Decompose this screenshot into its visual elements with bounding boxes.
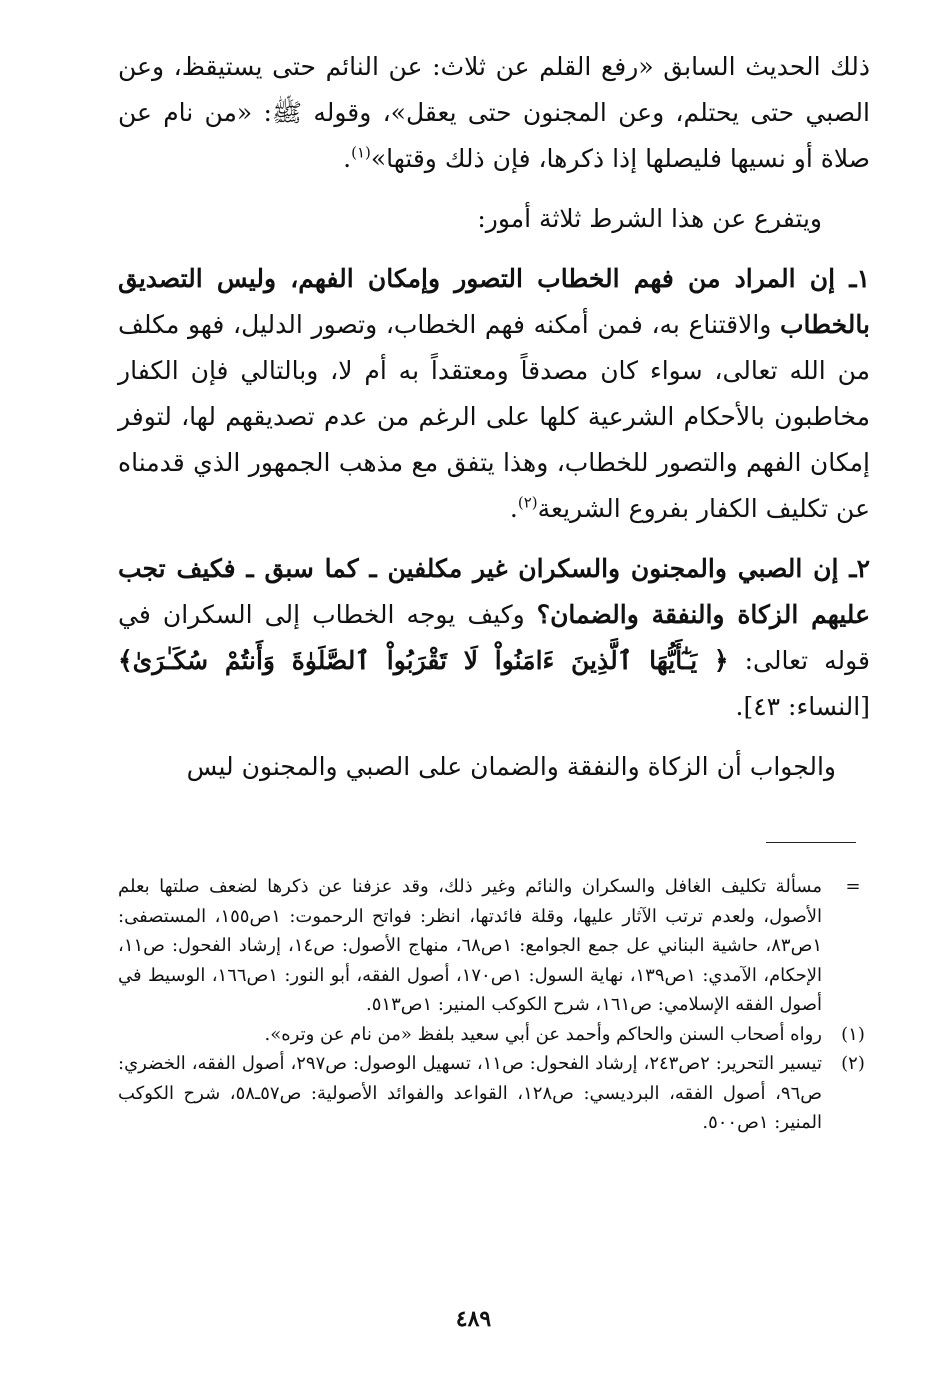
paragraph-1 <box>118 44 870 182</box>
paragraph-4-text: وكيف يوجه الخطاب إلى السكران في قوله تعالى: <box>118 600 871 675</box>
paragraph-3 <box>118 256 870 532</box>
paragraph-2: ويتفرع عن هذا الشرط ثلاثة أمور: <box>477 204 822 233</box>
point-1-heading: ١ـ إن المراد من فهم الخطاب التصور وإمكان الفهم، وليس التصديق بالخطاب <box>118 264 870 339</box>
footnote-divider <box>766 842 856 843</box>
page-number: ٤٨٩ <box>455 1306 492 1332</box>
paragraph-3-end: . <box>509 494 518 523</box>
footnote-text: تيسير التحرير: ٢ص٢٤٣، إرشاد الفحول: ص١١، تسهيل الوصول: ص٢٩٧، أصول الفقه، الخضري: ص٩٦، أصول الفقه، البرديسي: ص١٢٨، القواعد والفوائد الأصولية: ص٥٧ـ٥٨، شرح الكوكب المنير: ١ص٥٠٠. <box>118 1053 823 1133</box>
paragraph-3-text: والاقتناع به، فمن أمكنه فهم الخطاب، وتصور الدليل، فهو مكلف من الله تعالى، سواء كان مصدقاً ومعتقداً به أم لا، وبالتالي فإن الكفار مخاطبون بالأحكام الشرعية كلها على الرغم من عدم تصديقهم لها، لتوفر إمكان الفهم والتصور للخطاب، وهذا يتفق مع مذهب الجمهور الذي قدمناه عن تكليف الكفار بفروع الشريعة <box>118 310 870 523</box>
footnote-2 <box>118 1049 878 1138</box>
footnote-text: مسألة تكليف الغافل والسكران والنائم وغير ذلك، وقد عزفنا عن ذكرها لضعف صلتها بعلم الأصول، ولعدم ترتب الآثار عليها، وقلة فائدتها، انظر: فواتح الرحموت: ١ص١٥٥، المستصفى: ١ص٨٣، حاشية البناني عل جمع الجوامع: ١ص٦٨، منهاج الأصول: ص١٤، إرشاد الفحول: ص١١، الإحكام، الآمدي: ١ص١٣٩، نهاية السول: ١ص١٧٠، أصول الفقه، أبو النور: ١ص١٦٦، الوسيط في أصول الفقه الإسلامي: ص١٦١، شرح الكوكب المنير: ١ص٥١٣. <box>118 876 823 1015</box>
footnote-mark: = <box>845 876 861 897</box>
paragraph-1-end: . <box>343 144 352 173</box>
point-2-heading: ٢ـ إن الصبي والمجنون والسكران غير مكلفين ـ كما سبق ـ فكيف تجب عليهم الزكاة والنفقة والضمان؟ <box>118 554 870 629</box>
main-text <box>118 44 870 790</box>
verse-reference: [النساء: ٤٣]. <box>735 692 870 721</box>
footnote-1 <box>118 1020 878 1050</box>
footnote-ref-2: (٢) <box>517 493 538 512</box>
footnotes <box>118 872 878 1138</box>
footnote-text: رواه أصحاب السنن والحاكم وأحمد عن أبي سعيد بلفظ «من نام عن وتره». <box>264 1023 822 1045</box>
quran-verse: ﴿ يَـٰٓأَيُّهَا ٱلَّذِينَ ءَامَنُواْ لَا تَقْرَبُواْ ٱلصَّلَوٰةَ وَأَنتُمْ سُكَـٰرَىٰ﴾ <box>118 646 729 675</box>
footnote-mark: (١) <box>841 1023 865 1045</box>
footnote-continued <box>118 872 878 1020</box>
paragraph-5: والجواب أن الزكاة والنفقة والضمان على الصبي والمجنون ليس <box>186 752 836 781</box>
footnote-ref-1: (١) <box>351 143 371 162</box>
footnote-mark: (٢) <box>841 1053 865 1074</box>
paragraph-1-text: ذلك الحديث السابق «رفع القلم عن ثلاث: عن النائم حتى يستيقظ، وعن الصبي حتى يحتلم، وعن المجنون حتى يعقل»، وقوله ﷺ: «من نام عن صلاة أو نسيها فليصلها إذا ذكرها، فإن ذلك وقتها» <box>118 52 870 173</box>
paragraph-4 <box>118 546 870 730</box>
